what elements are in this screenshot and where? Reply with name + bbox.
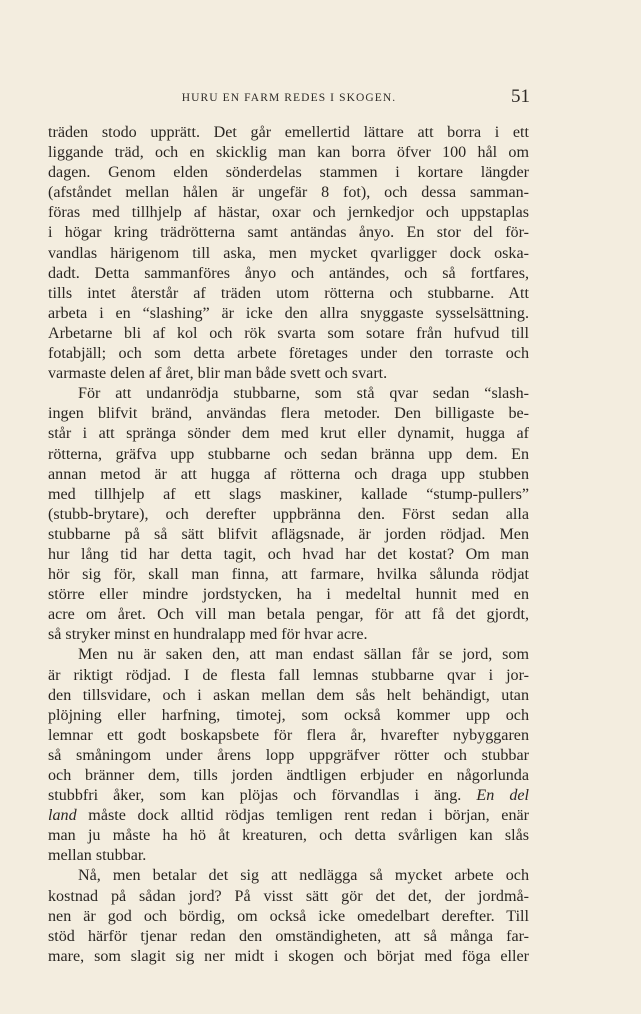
- body-text: [48, 123, 529, 967]
- text-line: mellan stubbar.: [48, 847, 147, 865]
- text-line: rötterna, gräfva upp stubbarne och sedan bränna upp dem. En: [48, 445, 529, 463]
- text-line: ingen blifvit bränd, användas flera metoder. Den billigaste be-: [48, 405, 529, 423]
- text-line: plöjning eller harfning, timotej, som också kommer upp och: [48, 706, 529, 724]
- page-number: 51: [511, 86, 530, 107]
- text-line-with-italic: [48, 786, 529, 806]
- text-line: hur lång tid har detta tagit, och hvad har det kostat? Om man: [48, 545, 529, 563]
- text-line: dadt. Detta sammanföres ånyo och antändes, och så fortfares,: [48, 264, 529, 282]
- text-line: Arbetarne bli af kol och rök svarta som sotare från hufvud till: [48, 324, 529, 342]
- text-line: nen är god och bördig, om också icke omedelbart derefter. Till: [48, 907, 529, 925]
- text-line: kostnad på sådan jord? På visst sätt gör det det, der jordmå-: [48, 887, 529, 905]
- text-line: arbeta i en “slashing” är icke den allra snyggaste sysselsättning.: [48, 304, 529, 322]
- text-line: så stryker minst en hundralapp med för hvar acre.: [48, 626, 368, 644]
- text-line: varmaste delen af året, blir man både svett och svart.: [48, 365, 388, 383]
- page-header: [48, 86, 530, 116]
- text-line: liggande träd, och en skicklig man kan borra öfver 100 hål om: [48, 144, 529, 162]
- italic-phrase: land: [48, 807, 77, 825]
- text-line: träden stodo upprätt. Det går emellertid lättare att borra i ett: [48, 124, 529, 141]
- text-line: stubbarne på så sätt blifvit aflägsnade, är jorden rödjad. Men: [48, 525, 529, 543]
- text-line: stöd härför tjenar redan den omständigheten, att så många far-: [48, 927, 529, 945]
- text-line: i högar kring trädrötterna samt antändas ånyo. En stor del för-: [48, 224, 529, 242]
- text-line: Nå, men betalar det sig att nedlägga så mycket arbete och: [78, 867, 529, 885]
- text-line: är riktigt rödjad. I de flesta fall lemnas stubbarne qvar i jor-: [48, 666, 529, 684]
- text-line: större eller mindre jordstycken, ha i medeltal hunnit med en: [48, 586, 529, 604]
- text-line: tills intet återstår af träden utom rötterna och stubbarne. Att: [48, 284, 529, 302]
- text-line: föras med tillhjelp af hästar, oxar och jernkedjor och uppstaplas: [48, 204, 529, 222]
- text-line: fotabjäll; och som detta arbete företages under den torraste och: [48, 345, 529, 363]
- text-line: lemnar ett godt boskapsbete för flera år, hvarefter nybyggaren: [48, 726, 529, 744]
- text-span: måste dock alltid rödjas temligen rent redan i början, enär: [76, 807, 529, 825]
- text-line: acre om året. Och vill man betala pengar, för att få det gjordt,: [48, 606, 529, 624]
- text-line: med tillhjelp af ett slags maskiner, kallade “stump-pullers”: [48, 485, 529, 503]
- text-line: (afståndet mellan hålen är ungefär 8 fot), och dessa samman-: [48, 184, 529, 202]
- text-line: dagen. Genom elden sönderdelas stammen i kortare längder: [48, 164, 529, 182]
- text-line: står i att spränga sönder dem med krut eller dynamit, hugga af: [48, 425, 529, 443]
- text-line: hör sig för, skall man finna, att farmare, hvilka sålunda rödjat: [48, 566, 529, 584]
- italic-phrase: En del: [476, 787, 529, 805]
- text-line: (stubb-brytare), och derefter uppbränna den. Först sedan alla: [48, 505, 529, 523]
- running-head: HURU EN FARM REDES I SKOGEN.: [181, 92, 397, 104]
- text-line: mare, som slagit sig ner midt i skogen och börjat med föga eller: [48, 947, 529, 965]
- text-line: För att undanrödja stubbarne, som stå qvar sedan “slash-: [78, 385, 529, 403]
- text-line: annan metod är att hugga af rötterna och draga upp stubben: [48, 465, 529, 483]
- text-line-with-italic: [48, 806, 529, 826]
- text-line: man ju måste ha hö åt kreaturen, och detta svårligen kan slås: [48, 827, 529, 845]
- text-line: Men nu är saken den, att man endast sällan får se jord, som: [78, 646, 529, 664]
- text-line: så småningom under årens lopp uppgräfver rötter och stubbar: [48, 746, 529, 764]
- text-span: stubbfri åker, som kan plöjas och förvandlas i äng.: [48, 787, 462, 805]
- text-line: och bränner dem, tills jorden ändtligen erbjuder en någorlunda: [48, 767, 529, 784]
- text-line: vandlas härigenom till aska, men mycket qvarligger dock oska-: [48, 244, 529, 262]
- text-line: den tillsvidare, och i askan mellan dem sås helt behändigt, utan: [48, 686, 529, 704]
